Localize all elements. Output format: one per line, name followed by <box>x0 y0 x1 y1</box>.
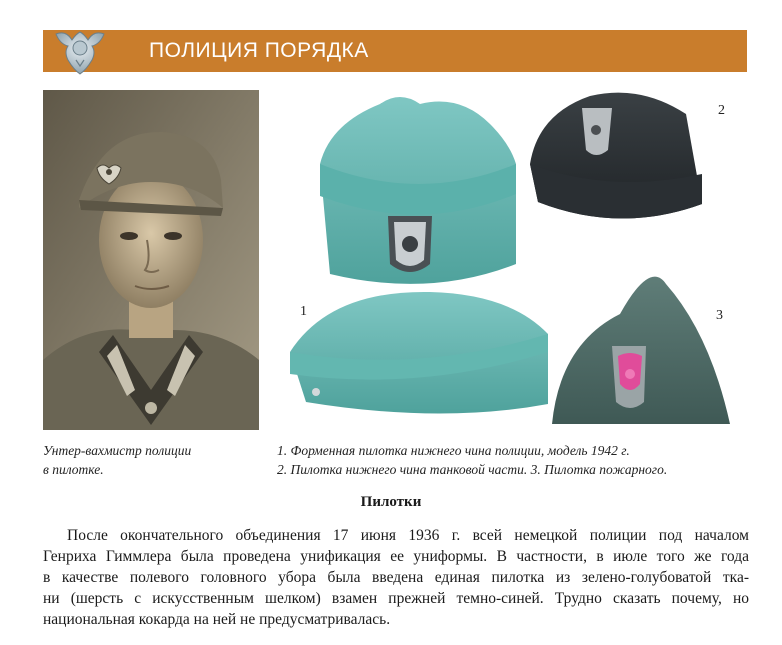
cap-3 <box>552 277 730 424</box>
figure-number-2: 2 <box>718 103 725 118</box>
cap-1-side <box>290 292 548 414</box>
caps-illustration <box>290 84 742 434</box>
article-body <box>43 525 749 630</box>
article-line: в качестве полевого головного убора была введена единая пилотка из зелено-голубоватой тка- <box>43 569 749 586</box>
photo-caption-line: в пилотке. <box>43 462 104 477</box>
cap-1-front <box>320 97 516 284</box>
caps-caption-line: 2. Пилотка нижнего чина танковой части. 3. Пилотка пожарного. <box>277 462 668 477</box>
figure-number-3: 3 <box>716 308 723 323</box>
caps-caption <box>277 441 747 479</box>
article-line: ни (шерсть с искусственным шелком) взамен прежней темно-синей. Трудно сказать почему, но <box>43 590 749 607</box>
section-title: ПОЛИЦИЯ ПОРЯДКА <box>149 39 369 62</box>
portrait-photo <box>43 90 259 430</box>
cap-2 <box>530 93 702 219</box>
caps-photo <box>290 84 742 434</box>
caps-caption-line: 1. Форменная пилотка нижнего чина полиции, модель 1942 г. <box>277 443 630 458</box>
article-heading: Пилотки <box>360 494 422 510</box>
article-line: Генриха Гиммлера была проведена унификация ее униформы. В частности, в июле того же года <box>43 548 749 565</box>
section-header <box>43 30 747 72</box>
portrait-illustration <box>43 90 259 430</box>
photo-caption <box>43 441 273 479</box>
photo-caption-line: Унтер-вахмистр полиции <box>43 443 192 458</box>
article-line: После окончательного объединения 17 июня 1936 г. всей немецкой полиции под началом <box>67 527 749 544</box>
police-emblem-icon <box>52 26 108 76</box>
article-line: национальная кокарда на ней не предусматривалась. <box>43 611 391 628</box>
figure-number-1: 1 <box>300 304 307 319</box>
